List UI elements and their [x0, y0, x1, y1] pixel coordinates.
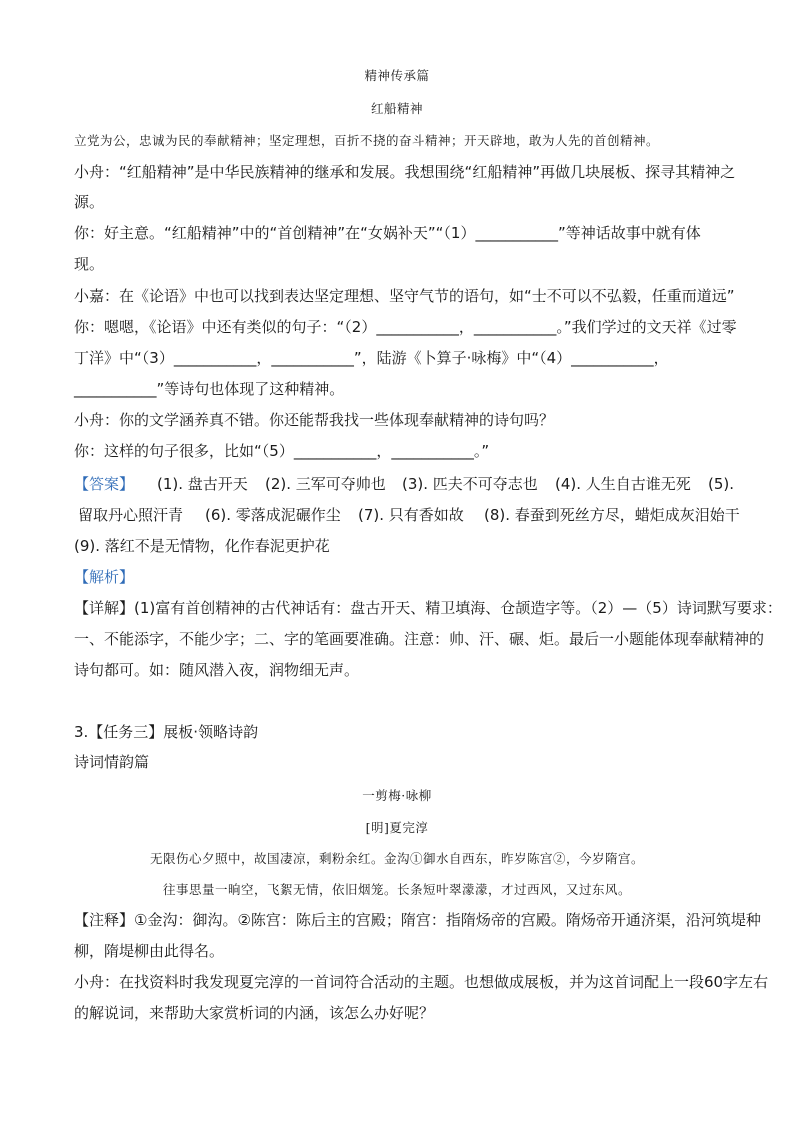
dialogue-line: 源。 — [74, 193, 105, 211]
dialogue-line: 你：嗯嗯，《论语》中还有类似的句子：“（2）___________，___________。”我们学过的文天祥《过零 — [74, 318, 737, 336]
poem-line: 往事思量一晌空，飞絮无情，依旧烟笼。长条短叶翠濛濛，才过西风，又过东风。 — [162, 882, 631, 897]
answer-item: (1). 盘古开天 — [157, 475, 248, 493]
section-subtitle: 红船精神 — [370, 101, 423, 116]
dialogue-line: 小舟：你的文学涵养真不错。你还能帮我找一些体现奉献精神的诗句吗？ — [74, 411, 555, 429]
section-title: 精神传承篇 — [364, 68, 430, 83]
answer-tag: 【答案】 — [74, 475, 135, 493]
answer-item: (4). 人生自古谁无死 — [555, 475, 691, 493]
dialogue-line: 现。 — [74, 255, 105, 273]
notes-line: 【注释】①金沟：御沟。②陈宫：陈后主的宫殿；隋宫：指隋炀帝的宫殿。隋炀帝开通济渠，沿河筑堤种 — [74, 911, 761, 929]
dialogue-line: 小嘉：在《论语》中也可以找到表达坚定理想、坚守气节的语句，如“士不可以不弘毅，任重而道远” — [74, 287, 735, 305]
question-line: 小舟：在找资料时我发现夏完淳的一首词符合活动的主题。也想做成展板，并为这首词配上一段60字左右 — [74, 973, 769, 991]
answer-item: (3). 匹夫不可夺志也 — [402, 475, 538, 493]
answer-item: (5). — [708, 475, 735, 493]
answer-item: (6). 零落成泥碾作尘 — [205, 506, 341, 524]
dialogue-line: 你：这样的句子很多，比如“（5）___________，___________。” — [74, 442, 490, 460]
answer-row-1 — [0, 474, 794, 494]
motto-text: 立党为公，忠诚为民的奉献精神；坚定理想，百折不挠的奋斗精神；开天辟地，敢为人先的首创精神。 — [74, 133, 660, 148]
section-heading: 诗词情韵篇 — [74, 753, 150, 771]
dialogue-line: 小舟：“红船精神”是中华民族精神的继承和发展。我想围绕“红船精神”再做几块展板、探寻其精神之 — [74, 163, 736, 181]
poem-title: 一剪梅·咏柳 — [362, 788, 432, 803]
poem-author: [明]夏完淳 — [365, 820, 429, 835]
answer-item: 留取丹心照汗青 — [78, 506, 184, 524]
answer-item: (7). 只有香如故 — [358, 506, 464, 524]
detail-line: 【详解】(1)富有首创精神的古代神话有：盘古开天、精卫填海、仓颉造字等。（2）—（5）诗词默写要求： — [74, 599, 782, 617]
question-line: 的解说词，来帮助大家赏析词的内涵，该怎么办好呢？ — [74, 1004, 435, 1022]
poem-line: 无限伤心夕照中，故国凄凉，剩粉余红。金沟①御水自西东，昨岁陈宫②，今岁隋宫。 — [149, 851, 644, 866]
answer-row-3: (9). 落红不是无情物，化作春泥更护花 — [74, 537, 330, 555]
dialogue-line: ___________”等诗句也体现了这种精神。 — [74, 380, 345, 398]
task-heading: 3.【任务三】展板·领略诗韵 — [74, 723, 259, 741]
answer-item: (2). 三军可夺帅也 — [265, 475, 386, 493]
dialogue-line: 你：好主意。“红船精神”中的“首创精神”在“女娲补天”“（1）___________”等神话故事中就有体 — [74, 224, 701, 242]
dialogue-line: 丁洋》中“（3）___________，___________”，陆游《卜算子·咏梅》中“（4）___________， — [74, 349, 669, 367]
answer-item: (8). 春蚕到死丝方尽，蜡炬成灰泪始干 — [484, 506, 740, 524]
analysis-tag: 【解析】 — [74, 568, 135, 586]
detail-line: 一、不能添字，不能少字；二、字的笔画要准确。注意：帅、汗、碾、炬。最后一小题能体现奉献精神的 — [74, 630, 765, 648]
answer-row-2 — [0, 505, 794, 525]
detail-line: 诗句都可。如：随风潜入夜，润物细无声。 — [74, 661, 360, 679]
notes-line: 柳，隋堤柳由此得名。 — [74, 942, 225, 960]
